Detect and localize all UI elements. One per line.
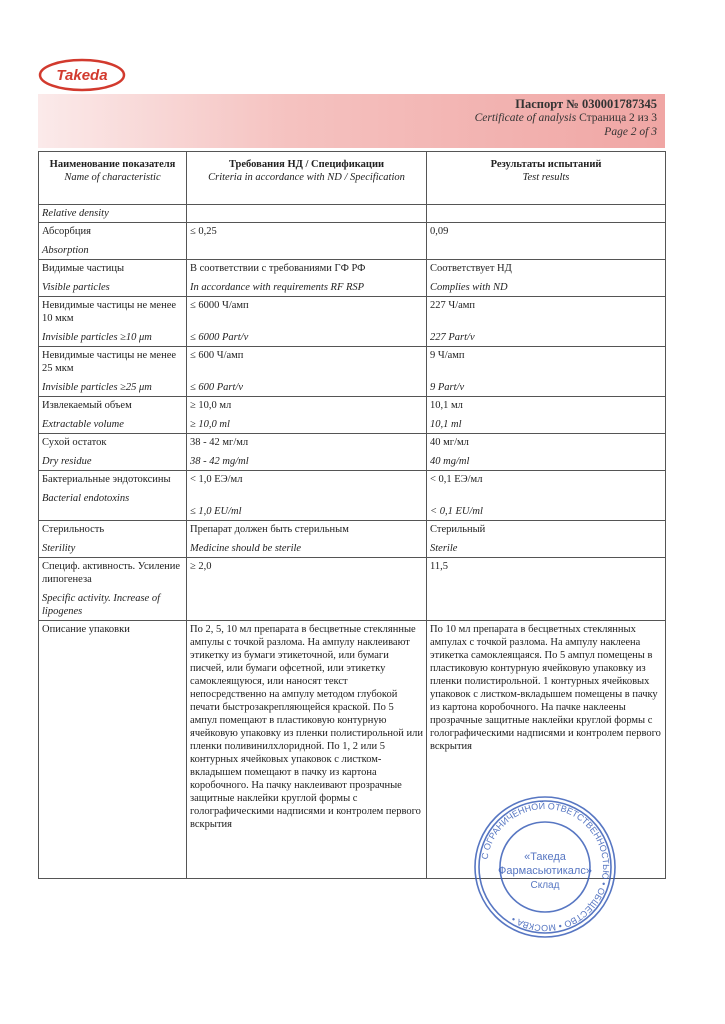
svg-text:Склад: Склад xyxy=(530,880,560,891)
spec-cell: ≤ 6000 Ч/амп ≤ 6000 Part/v xyxy=(187,297,427,347)
header-band xyxy=(38,94,665,148)
table-row xyxy=(39,297,666,347)
table-row xyxy=(39,347,666,397)
result-cell: < 0,1 ЕЭ/мл < 0,1 EU/ml xyxy=(427,471,666,521)
result-cell: 0,09 xyxy=(427,223,666,260)
name-cell: Видимые частицы Visible particles xyxy=(39,260,187,297)
name-cell: Сухой остаток Dry residue xyxy=(39,434,187,471)
name-cell: Невидимые частицы не менее 25 мкм Invisible particles ≥25 μm xyxy=(39,347,187,397)
company-stamp xyxy=(470,792,620,942)
page-en: Page 2 of 3 xyxy=(604,126,657,138)
svg-text:Takeda: Takeda xyxy=(56,67,108,84)
table-row xyxy=(39,260,666,297)
table-row xyxy=(39,521,666,558)
result-cell: Стерильный Sterile xyxy=(427,521,666,558)
name-cell: Стерильность Sterility xyxy=(39,521,187,558)
name-cell: Описание упаковки xyxy=(39,621,187,879)
col-header-results: Результаты испытаний Test results xyxy=(427,152,666,205)
name-cell: Извлекаемый объем Extractable volume xyxy=(39,397,187,434)
page-ru: Страница 2 из 3 xyxy=(579,112,657,124)
result-cell: 11,5 xyxy=(427,558,666,621)
spec-cell: < 1,0 ЕЭ/мл ≤ 1,0 EU/ml xyxy=(187,471,427,521)
name-cell: Relative density xyxy=(39,205,187,223)
table-row xyxy=(39,558,666,621)
svg-text:Фармасьютикалс»: Фармасьютикалс» xyxy=(498,865,592,877)
table-row xyxy=(39,471,666,521)
certificate-label-en: Certificate of analysis xyxy=(474,112,577,124)
result-cell: 227 Ч/амп 227 Part/v xyxy=(427,297,666,347)
col-header-spec: Требования НД / Спецификации Criteria in accordance with ND / Specification xyxy=(187,152,427,205)
spec-cell: 38 - 42 мг/мл 38 - 42 mg/ml xyxy=(187,434,427,471)
spec-cell: ≥ 10,0 мл ≥ 10,0 ml xyxy=(187,397,427,434)
spec-cell: ≤ 600 Ч/амп ≤ 600 Part/v xyxy=(187,347,427,397)
col-header-name: Наименование показателя Name of characteristic xyxy=(39,152,187,205)
result-cell: 40 мг/мл 40 mg/ml xyxy=(427,434,666,471)
takeda-logo xyxy=(38,58,126,92)
name-cell: Специф. активность. Усиление липогенеза Specific activity. Increase of lipogenes xyxy=(39,558,187,621)
spec-cell: В соответствии с требованиями ГФ РФ In accordance with requirements RF RSP xyxy=(187,260,427,297)
result-cell: 9 Ч/амп 9 Part/v xyxy=(427,347,666,397)
table-header-row xyxy=(39,152,666,205)
result-cell: По 10 мл препарата в бесцветных стеклянных ампулах с точкой разлома. На ампулу наклеена этикетка самоклеящаяся. По 5 ампул помещены в пластиковую контурную ячейковую упаковку из пленки полистирольной. 1 контурных ячейковых упаковок с листком-вкладышем помещены в пачку из картона коробочного. На пачке наклеены прозрачные защитные наклейки круглой формы с голографическими надписями и контролем первого вскрытия xyxy=(427,621,666,879)
svg-text:С ОГРАНИЧЕННОЙ ОТВЕТСТВЕННОСТЬ: С ОГРАНИЧЕННОЙ ОТВЕТСТВЕННОСТЬЮ • ОБЩЕСТВО • МОСКВА • xyxy=(479,800,612,934)
table-row xyxy=(39,205,666,223)
result-cell: 10,1 мл 10,1 ml xyxy=(427,397,666,434)
result-cell: Соответствует НД Complies with ND xyxy=(427,260,666,297)
name-cell: Абсорбция Absorption xyxy=(39,223,187,260)
spec-cell: По 2, 5, 10 мл препарата в бесцветные стеклянные ампулы с точкой разлома. На ампулу наклеивают этикетку из бумаги этикеточной, или бумаги писчей, или бумаги офсетной, или этикетку самоклеящуюся, или наносят текст непосредственно на ампулу методом глубокой печати быстрозакрепляющейся краской. По 5 ампул помещают в пластиковую контурную ячейковую упаковку из пленки полистирольной или пленки поливинилхлоридной. По 1, 2 или 5 контурных ячейковых упаковок с листком-вкладышем помещают в пачку из картона коробочного. На пачку наклеивают прозрачные защитные наклейки круглой формы с голографическими надписями и контролем первого вскрытия xyxy=(187,621,427,879)
svg-text:«Такеда: «Такеда xyxy=(524,851,566,863)
table-row xyxy=(39,434,666,471)
spec-cell: ≥ 2,0 xyxy=(187,558,427,621)
analysis-table xyxy=(38,151,666,879)
name-cell: Невидимые частицы не менее 10 мкм Invisible particles ≥10 μm xyxy=(39,297,187,347)
certificate-number: Паспорт № 030001787345 xyxy=(515,97,657,111)
table-row xyxy=(39,223,666,260)
spec-cell: ≤ 0,25 xyxy=(187,223,427,260)
name-cell: Бактериальные эндотоксины Bacterial endotoxins xyxy=(39,471,187,521)
table-row xyxy=(39,397,666,434)
spec-cell: Препарат должен быть стерильным Medicine should be sterile xyxy=(187,521,427,558)
